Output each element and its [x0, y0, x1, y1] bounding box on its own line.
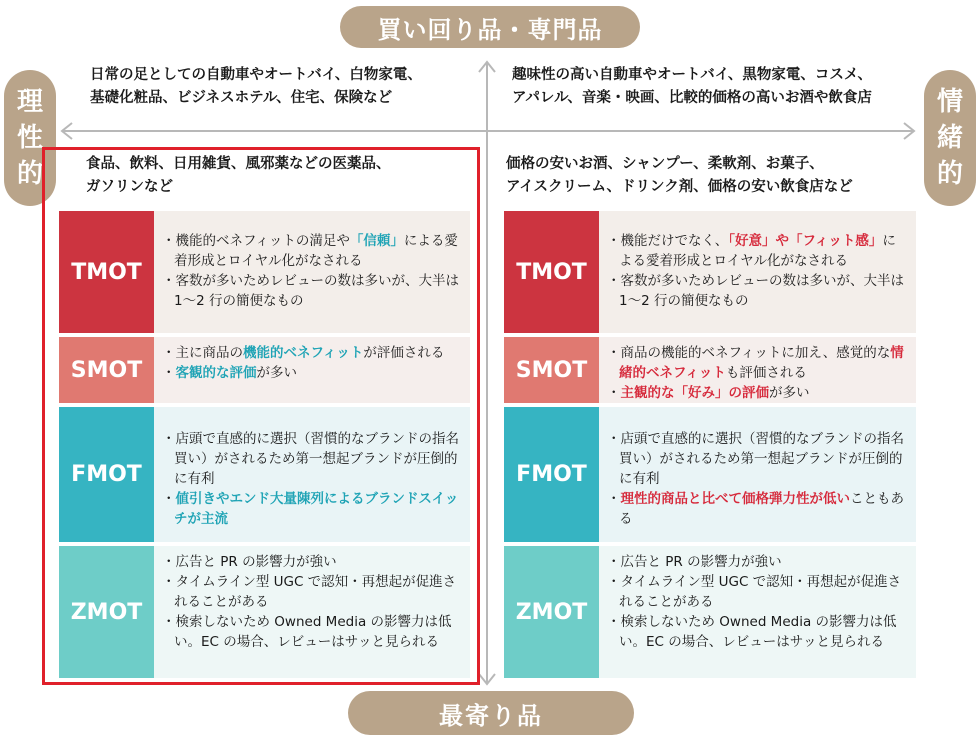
- right-smot-label: SMOT: [504, 337, 599, 403]
- axis-label-top: 買い回り品・専門品: [340, 6, 640, 48]
- quadrant-bottom-right: [506, 153, 853, 199]
- right-fmot-desc: [599, 407, 916, 542]
- left-zmot-bullet-2: ・ タイムライン型 UGC で認知・再想起が促進されることがある: [162, 572, 460, 612]
- quadrant-bottom-right-line2: アイスクリーム、ドリンク剤、価格の安い飲食店など: [506, 179, 853, 195]
- right-zmot-bullet-2: ・ タイムライン型 UGC で認知・再想起が促進されることがある: [607, 572, 906, 612]
- axis-label-right-text: 情緒的: [936, 87, 963, 189]
- right-zmot-desc: [599, 546, 916, 678]
- left-zmot-bullet-1: ・ 広告と PR の影響力が強い: [162, 552, 460, 572]
- quadrant-top-right-line1: 趣味性の高い自動車やオートバイ、黒物家電、コスメ、: [512, 67, 873, 83]
- right-smot-bullet-1: ・ 商品の機能的ベネフィットに加え、感覚的な情緒的ベネフィットも評価される: [607, 343, 906, 383]
- arrow-left-icon: [62, 123, 72, 139]
- quadrant-bottom-right-line1: 価格の安いお酒、シャンプー、柔軟剤、お菓子、: [506, 156, 824, 172]
- quadrant-top-right: [512, 64, 872, 110]
- right-fmot-bullet-1: ・ 店頭で直感的に選択（習慣的なブランドの指名買い）がされるため第一想起ブランドが圧倒的に有利: [607, 429, 906, 489]
- right-smot-bullet-2: ・ 主観的な「好み」の評価が多い: [607, 383, 906, 403]
- left-fmot-bullet-1: ・ 店頭で直感的に選択（習慣的なブランドの指名買い）がされるため第一想起ブランドが圧倒的に有利: [162, 429, 460, 489]
- quadrant-bottom-left-line1: 食品、飲料、日用雑貨、風邪薬などの医薬品、: [86, 156, 391, 172]
- left-tmot-bullet-2: ・ 客数が多いためレビューの数は多いが、大半は 1〜2 行の簡便なもの: [162, 271, 460, 311]
- arrow-down-icon: [479, 674, 495, 684]
- left-smot-bullet-2: ・ 客観的な評価が多い: [162, 363, 460, 383]
- right-fmot-bullet-2: ・ 理性的商品と比べて価格弾力性が低いこともある: [607, 489, 906, 529]
- highlight-frame: [42, 147, 480, 685]
- left-zmot-label: ZMOT: [59, 546, 154, 678]
- right-tmot-bullet-1: ・ 機能だけでなく、「好意」や「フィット感」による愛着形成とロイヤル化がなされる: [607, 231, 906, 271]
- right-zmot-label: ZMOT: [504, 546, 599, 678]
- right-tmot-bullet-2: ・ 客数が多いためレビューの数は多いが、大半は 1〜2 行の簡便なもの: [607, 271, 906, 311]
- left-smot-bullet-1: ・ 主に商品の機能的ベネフィットが評価される: [162, 343, 460, 363]
- right-tmot-row: [504, 211, 916, 333]
- left-tmot-bullet-1: ・ 機能的ベネフィットの満足や「信頼」による愛着形成とロイヤル化がなされる: [162, 231, 460, 271]
- axis-label-left-text: 理性的: [16, 87, 43, 189]
- quadrant-top-right-line2: アパレル、音楽・映画、比較的価格の高いお酒や飲食店: [512, 90, 872, 106]
- left-fmot-bullet-2: ・ 値引きやエンド大量陳列によるブランドスイッチが主流: [162, 489, 460, 529]
- quadrant-bottom-left-line2: ガソリンなど: [86, 179, 173, 195]
- right-fmot-row: [504, 407, 916, 542]
- right-zmot-row: [504, 546, 916, 678]
- right-smot-row: [504, 337, 916, 403]
- axis-label-bottom: 最寄り品: [348, 691, 634, 735]
- quadrant-top-left: [90, 64, 422, 110]
- right-smot-desc: [599, 337, 916, 403]
- quadrant-top-left-line2: 基礎化粧品、ビジネスホテル、住宅、保険など: [90, 90, 393, 106]
- axis-label-right: [924, 70, 976, 206]
- left-smot-label: SMOT: [59, 337, 154, 403]
- right-zmot-bullet-1: ・ 広告と PR の影響力が強い: [607, 552, 906, 572]
- right-tmot-desc: [599, 211, 916, 333]
- left-fmot-label: FMOT: [59, 407, 154, 542]
- arrow-right-icon: [904, 123, 914, 139]
- quadrant-top-left-line1: 日常の足としての自動車やオートバイ、白物家電、: [90, 67, 422, 83]
- arrow-up-icon: [479, 62, 495, 72]
- left-tmot-label: TMOT: [59, 211, 154, 333]
- left-zmot-bullet-3: ・ 検索しないため Owned Media の影響力は低い。EC の場合、レビューはサッと見られる: [162, 612, 460, 652]
- right-tmot-label: TMOT: [504, 211, 599, 333]
- right-fmot-label: FMOT: [504, 407, 599, 542]
- right-zmot-bullet-3: ・ 検索しないため Owned Media の影響力は低い。EC の場合、レビューはサッと見られる: [607, 612, 906, 652]
